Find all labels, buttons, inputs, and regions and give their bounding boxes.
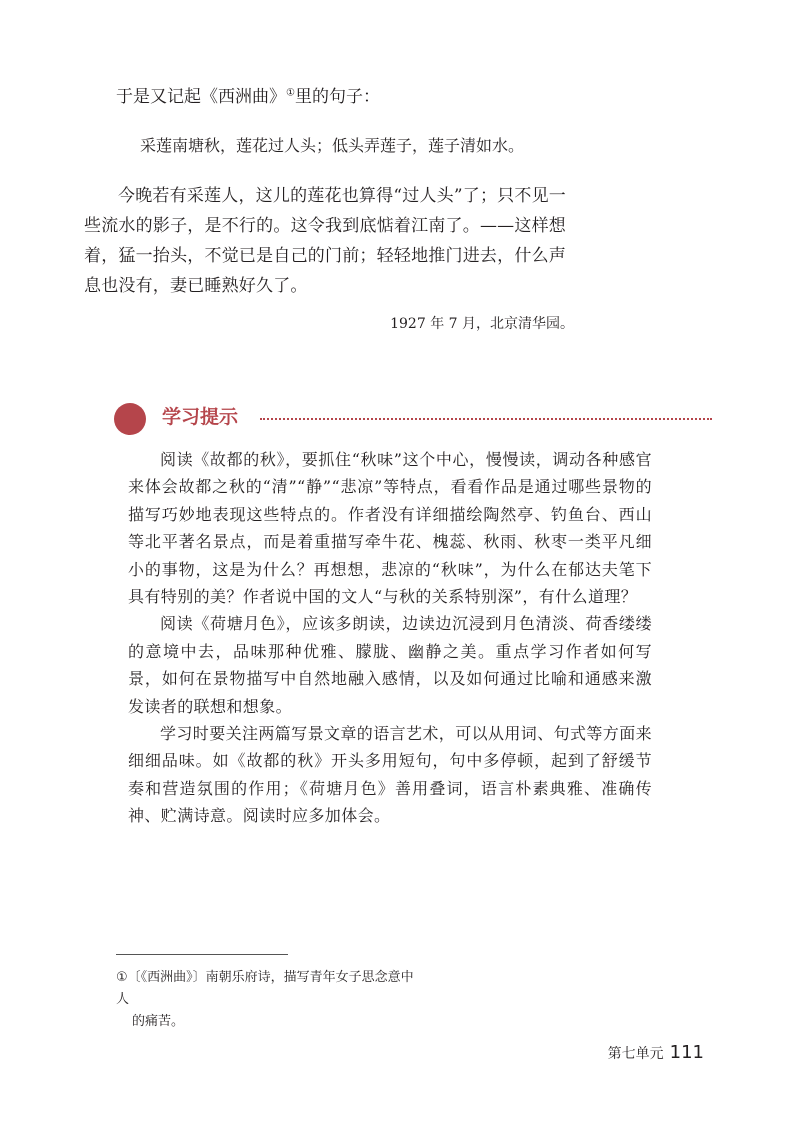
dateline: 1927 年 7 月，北京清华园。 bbox=[390, 316, 574, 332]
page-footer bbox=[608, 1042, 704, 1063]
study-tips-paragraph: 阅读《荷塘月色》，应该多朗读，边读边沉浸到月色清淡、荷香缕缕的意境中去，品味那种优雅、朦胧、幽静之美。重点学习作者如何写景，如何在景物描写中自然地融入感情，以及如何通过比喻和通感来激发读者的联想和想象。 bbox=[128, 614, 652, 716]
study-tips-body bbox=[128, 446, 652, 830]
footnote-divider bbox=[116, 954, 288, 955]
body-paragraph: 今晚若有采莲人，这儿的莲花也算得“过人头”了；只不见一些流水的影子，是不行的。这令我到底惦着江南了。——这样想着，猛一抬头，不觉已是自己的门前；轻轻地推门进去，什么声息也没有，妻已睡熟好久了。 bbox=[84, 186, 566, 296]
unit-label: 第七单元 bbox=[607, 1046, 664, 1062]
quoted-poem: 采莲南塘秋，莲花过人头；低头弄莲子，莲子清如水。 bbox=[140, 136, 525, 155]
section-bullet-icon bbox=[114, 403, 146, 435]
intro-line bbox=[116, 82, 576, 112]
intro-text-before: 于是又记起《西洲曲》 bbox=[116, 87, 286, 107]
study-tips-paragraph: 阅读《故都的秋》，要抓住“秋味”这个中心，慢慢读，调动各种感官来体会故都之秋的“清”“静”“悲凉”等特点，看看作品是通过哪些景物的描写巧妙地表现这些特点的。作者没有详细描绘陶然亭、钓鱼台、西山等北平著名景点，而是着重描写牵牛花、槐蕊、秋雨、秋枣一类平凡细小的事物，这是为什么？再想想，悲凉的“秋味”，为什么在郁达夫笔下具有特别的美？作者说中国的文人“与秋的关系特别深”，有什么道理？ bbox=[128, 450, 652, 607]
footnote bbox=[116, 967, 416, 1033]
page-number: 111 bbox=[669, 1042, 704, 1063]
dotted-divider bbox=[260, 418, 712, 420]
study-tips-paragraph: 学习时要关注两篇写景文章的语言艺术，可以从用词、句式等方面来细细品味。如《故都的秋》开头多用短句，句中多停顿，起到了舒缓节奏和营造氛围的作用；《荷塘月色》善用叠词，语言朴素典雅、准确传神、贮满诗意。阅读时应多加体会。 bbox=[128, 724, 653, 826]
intro-text-after: 里的句子： bbox=[294, 87, 380, 107]
footnote-reference[interactable]: ① bbox=[286, 87, 295, 99]
footnote-line-1: ①〔《西洲曲》〕南朝乐府诗，描写青年女子思念意中人 bbox=[116, 970, 414, 1007]
study-tips-header bbox=[114, 400, 714, 434]
study-tips-title: 学习提示 bbox=[162, 406, 239, 428]
footnote-line-2: 的痛苦。 bbox=[132, 1014, 185, 1029]
